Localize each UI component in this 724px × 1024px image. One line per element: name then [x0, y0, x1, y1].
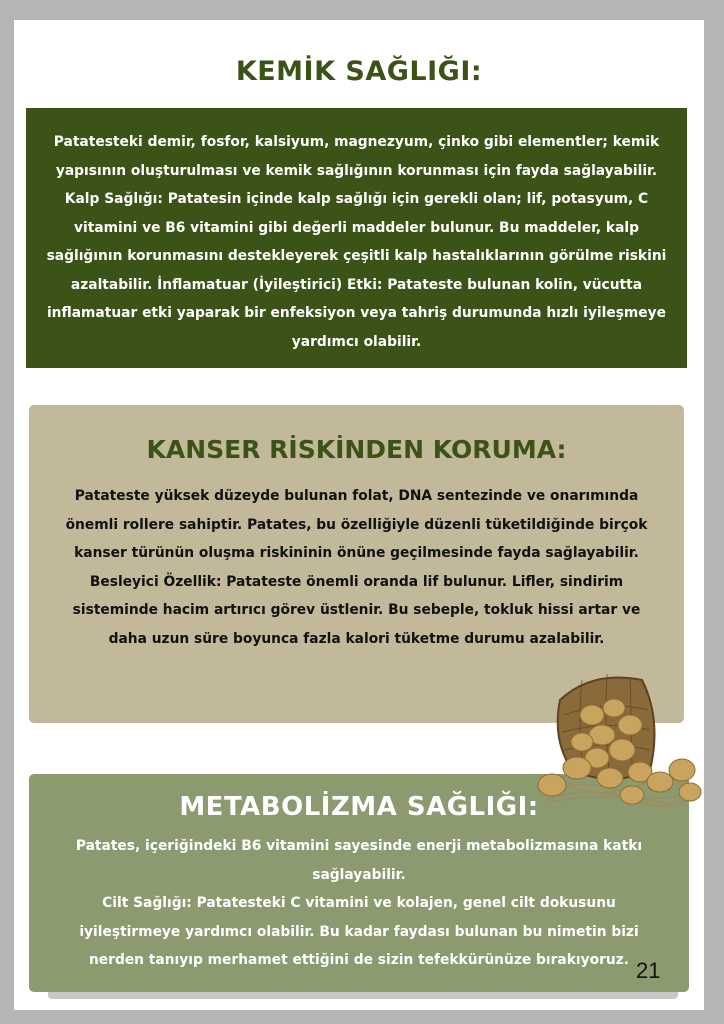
metabolizma-sagligi-text: Patates, içeriğindeki B6 vitamini sayesinde enerji metabolizmasına katkı sağlayabilir. Cilt Sağlığı: Patatesteki C vitamini ve kolajen, genel cilt dokusunu iyileştirmeye yardımcı olabilir. Bu kadar faydası bulunan bu nimetin bizi nerden tanıyıp merhamet ettiğini de sizin tefekkürünüze bırakıyoruz.: [75, 838, 643, 968]
kemik-sagligi-text: Patatesteki demir, fosfor, kalsiyum, magnezyum, çinko gibi elementler; kemik yapısının oluşturulması ve kemik sağlığının korunması için fayda sağlayabilir. Kalp Sağlığı: Patatesin içinde kalp sağlığı için gerekli olan; lif, potasyum, C vitamini ve B6 vitamini gibi değerli maddeler bulunur. Bu maddeler, kalp sağlığının korunmasını destekleyerek çeşitli kalp hastalıklarının görülme riskini azaltabilir. İnflamatuar (İyileştirici) Etki: Patateste bulunan kolin, vücutta inflamatuar etki yaparak bir enfeksiyon veya tahriş durumunda hızlı iyileşmeye yardımcı olabilir.: [46, 134, 667, 350]
potato-basket-image: [522, 660, 702, 810]
kemik-sagligi-box: [26, 108, 687, 368]
page-number: 21: [636, 958, 661, 983]
page: [14, 20, 704, 1010]
metabolizma-sagligi-heading: METABOLİZMA SAĞLIĞI:: [179, 792, 539, 822]
kemik-sagligi-heading: KEMİK SAĞLIĞI:: [235, 56, 483, 87]
kanser-riskinden-koruma-heading: KANSER RİSKİNDEN KORUMA:: [146, 435, 567, 464]
kanser-riskinden-koruma-text: Patateste yüksek düzeyde bulunan folat, DNA sentezinde ve onarımında önemli rollere sahiptir. Patates, bu özelliğiyle düzenli tüketildiğinde birçok kanser türünün oluşma riskininin önüne geçilmesinde fayda sağlayabilir. Besleyici Özellik: Patateste önemli oranda lif bulunur. Lifler, sindirim sisteminde hacim artırıcı görev üstlenir. Bu sebeple, tokluk hissi artar ve daha uzun süre boyunca fazla kalori tüketme durumu azalabilir.: [65, 488, 648, 647]
